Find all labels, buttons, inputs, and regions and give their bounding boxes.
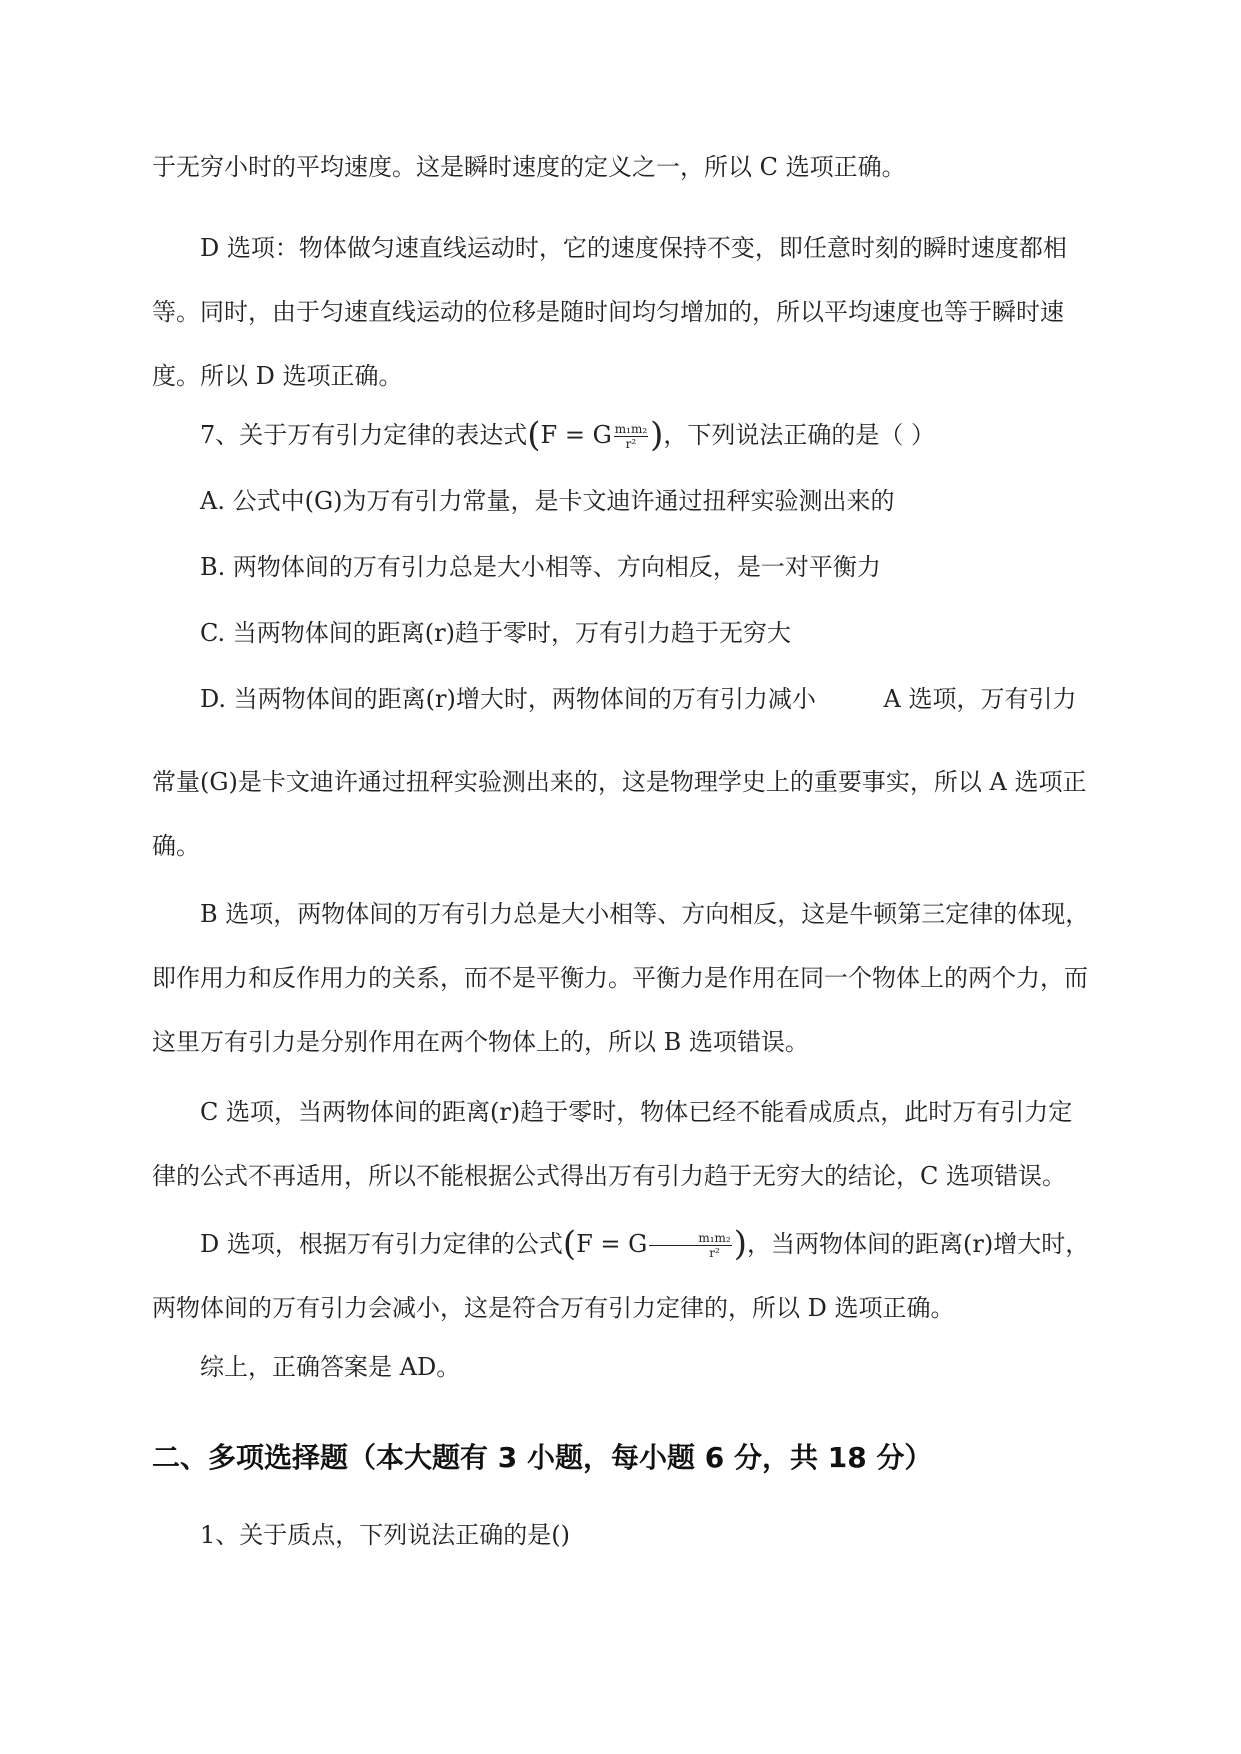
option-a: A. 公式中(G)为万有引力常量，是卡文迪许通过扭秤实验测出来的 — [200, 487, 895, 515]
question-1-stem: 1、关于质点，下列说法正确的是() — [200, 1521, 570, 1549]
summary: 综上，正确答案是 AD。 — [200, 1353, 461, 1381]
paragraph-option-d-explanation: D 选项：物体做匀速直线运动时，它的速度保持不变，即任意时刻的瞬时速度都相等。同时，由于匀速直线运动的位移是随时间均匀增加的，所以平均速度也等于瞬时速度。所以 D 选项正确。 — [152, 234, 1067, 390]
explanation-d: D 选项，根据万有引力定律的公式(F = G $\frac{\text{m₁m₂}}{\text{r²}}$ )，当两物体间的距离(r)增大时，两物体间的万有引力会减小，这是符合万有引力定律的，所以 D 选项正确。 — [152, 1224, 1090, 1322]
paragraph-continuation: 于无穷小时的平均速度。这是瞬时速度的定义之一，所以 C 选项正确。 — [152, 153, 906, 181]
explanation-b: B 选项，两物体间的万有引力总是大小相等、方向相反，这是牛顿第三定律的体现，即作用力和反作用力的关系，而不是平衡力。平衡力是作用在同一个物体上的两个力，而这里万有引力是分别作用在两个物体上的，所以 B 选项错误。 — [152, 900, 1090, 1056]
explanation-a-lead: A 选项，万有引力 — [883, 685, 1077, 713]
section-heading: 二、多项选择题（本大题有 3 小题，每小题 6 分，共 18 分） — [152, 1441, 933, 1474]
option-b: B. 两物体间的万有引力总是大小相等、方向相反，是一对平衡力 — [200, 553, 881, 581]
explanation-c: C 选项，当两物体间的距离(r)趋于零时，物体已经不能看成质点，此时万有引力定律的公式不再适用，所以不能根据公式得出万有引力趋于无穷大的结论，C 选项错误。 — [152, 1098, 1073, 1190]
question-7-stem — [200, 415, 936, 455]
explanation-a: 常量(G)是卡文迪许通过扭秤实验测出来的，这是物理学史上的重要事实，所以 A 选项正确。 — [152, 768, 1087, 860]
question-7-prefix: 7、关于万有引力定律的表达式 — [200, 421, 528, 449]
option-c: C. 当两物体间的距离(r)趋于零时，万有引力趋于无穷大 — [200, 619, 791, 647]
formula-repeat: (F = G $\frac{\text{m₁m₂}}{\text{r²}}$ ) — [562, 1224, 747, 1264]
question-7-suffix: ，下列说法正确的是（ ） — [663, 421, 936, 449]
formula: (F = G $\frac{\text{m₁m₂}}{\text{r²}}$ ) — [527, 415, 664, 455]
option-d: D. 当两物体间的距离(r)增大时，两物体间的万有引力减小 A 选项，万有引力 — [200, 685, 1077, 713]
